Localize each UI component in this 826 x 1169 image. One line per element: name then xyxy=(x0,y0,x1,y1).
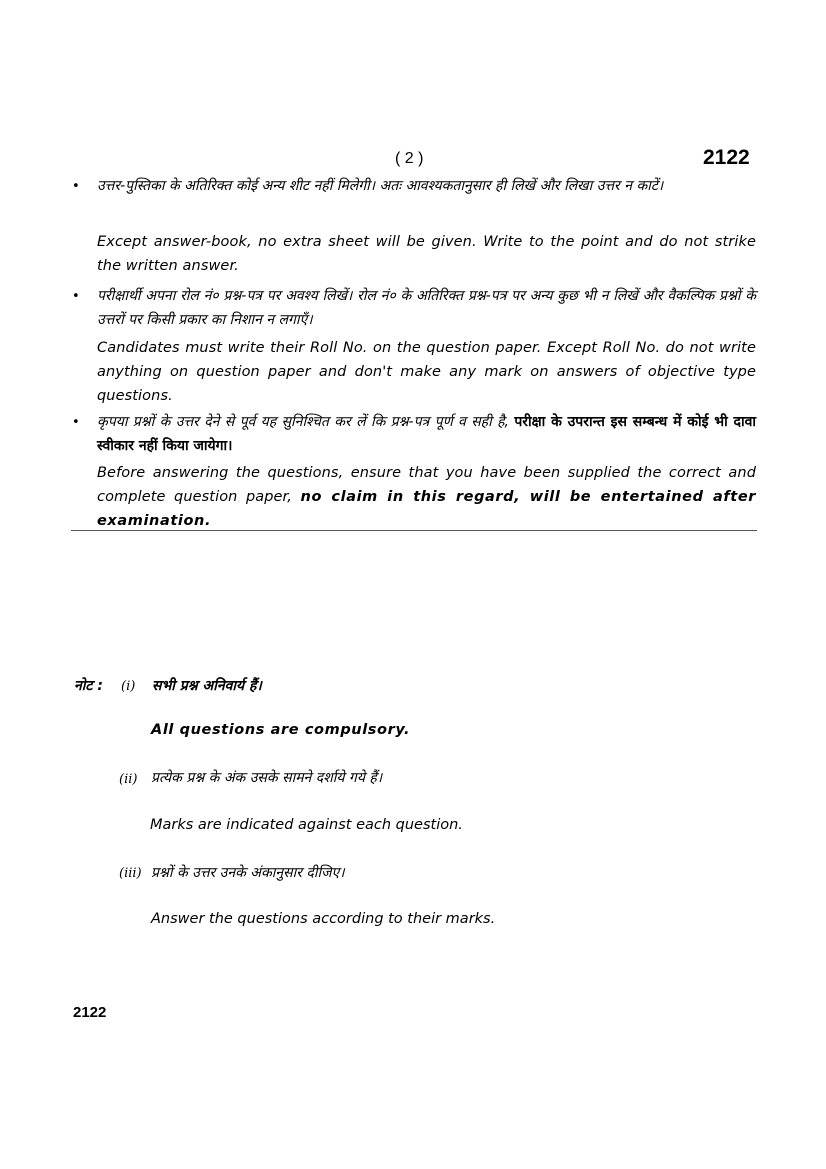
note-item-1-number: (i) xyxy=(121,679,136,694)
instruction-1-english: Except answer-book, no extra sheet will be given. Write to the point and do not strike the written answer. xyxy=(97,234,756,274)
note-label: नोट : xyxy=(74,678,103,694)
instruction-3-hindi-text: कृपया प्रश्नों के उत्तर देने से पूर्व यह सुनिश्चित कर लें कि प्रश्न-पत्र पूर्ण व सही है, xyxy=(97,414,509,430)
note-item-1-english: All questions are compulsory. xyxy=(151,722,411,738)
note-item-2-number: (ii) xyxy=(119,772,138,787)
note-item-3-number: (iii) xyxy=(119,866,142,881)
bullet-1: • xyxy=(72,179,80,194)
instruction-3-hindi-bold: परीक्षा के उपरान्त इस सम्बन्ध में कोई भी दावा स्वीकार नहीं किया जायेगा। xyxy=(97,414,756,454)
instruction-3-english-bold: no claim in this regard, will be entertained after examination. xyxy=(97,489,757,529)
bullet-3: • xyxy=(72,415,80,430)
section-divider xyxy=(71,530,757,531)
paper-code-bottom: 2122 xyxy=(73,1004,107,1021)
instruction-1-hindi: उत्तर-पुस्तिका के अतिरिक्त कोई अन्य शीट नहीं मिलेगी। अतः आवश्यकतानुसार ही लिखें और लिखा उत्तर न काटें। xyxy=(97,178,664,194)
note-item-3-hindi: प्रश्नों के उत्तर उनके अंकानुसार दीजिए। xyxy=(151,865,345,881)
instruction-3-hindi xyxy=(97,410,756,458)
instruction-3-english-text: Before answering the questions, ensure that you have been supplied the correct and complete question paper, xyxy=(97,465,756,505)
instruction-3-english xyxy=(97,461,756,533)
instruction-2-english: Candidates must write their Roll No. on the question paper. Except Roll No. do not write anything on question paper and don't make any mark on answers of objective type questions. xyxy=(97,340,756,404)
bullet-2: • xyxy=(72,289,80,304)
paper-code-top: 2122 xyxy=(703,146,750,169)
note-item-3-english: Answer the questions according to their marks. xyxy=(151,911,496,927)
note-item-1-hindi: सभी प्रश्न अनिवार्य हैं। xyxy=(152,678,262,694)
instruction-2-hindi: परीक्षार्थी अपना रोल नं० प्रश्न-पत्र पर अवश्य लिखें। रोल नं० के अतिरिक्त प्रश्न-पत्र पर अन्य कुछ भी न लिखें और वैकल्पिक प्रश्नों के उत्तरों पर किसी प्रकार का निशान न लगाएँ। xyxy=(97,288,756,328)
note-item-2-english: Marks are indicated against each question. xyxy=(150,817,463,833)
note-item-2-hindi: प्रत्येक प्रश्न के अंक उसके सामने दर्शाये गये हैं। xyxy=(151,770,383,786)
page-number: ( 2 ) xyxy=(395,150,424,167)
